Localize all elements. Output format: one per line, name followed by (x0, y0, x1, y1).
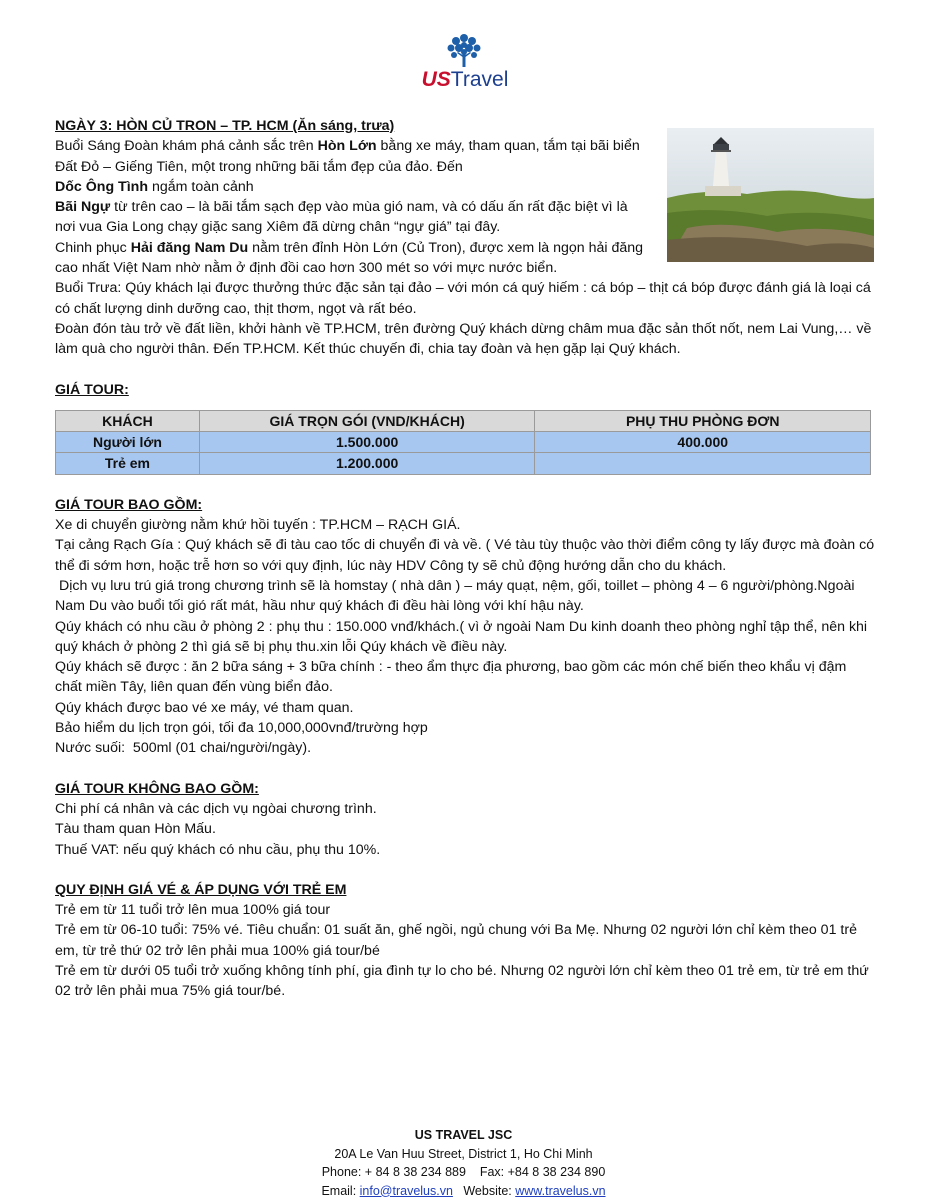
logo-travel: Travel (450, 68, 509, 91)
children-policy-line: Trẻ em từ 06-10 tuổi: 75% vé. Tiêu chuẩn: 01 suất ăn, ghế ngồi, ngủ chung với Ba Mẹ. Nhưng 02 người lớn chỉ kèm theo 01 trẻ em, từ trẻ thứ 02 trở lên phải mua 100% giá tour/bé (55, 922, 857, 959)
day3-paragraph-4 (55, 238, 645, 279)
day3-paragraph-3 (55, 197, 645, 238)
cell-guest: Trẻ em (56, 453, 200, 474)
footer-address: 20A Le Van Huu Street, District 1, Ho Chi Minh (334, 1146, 593, 1161)
logo-us: US (421, 68, 451, 91)
header-package-price: GIÁ TRỌN GÓI (VND/KHÁCH) (199, 410, 535, 431)
header-single-supplement: PHỤ THU PHÒNG ĐƠN (535, 410, 871, 431)
cell-supplement: 400.000 (535, 432, 871, 453)
footer-contact (0, 1182, 927, 1200)
day3-p1-text-b: bằng xe máy, tham quan, tắm tại bãi biển Đất Đỏ – Giếng Tiên, một trong những bãi tắm đẹp của đảo. Đến (55, 138, 640, 175)
document-content (55, 116, 875, 1002)
day3-p3-text: từ trên cao – là bãi tắm sạch đẹp vào mùa gió nam, và có dấu ấn rất đặc biệt vì là nơi vua Gia Long chạy giặc sang Xiêm đã dừng chân “ngự giá” tại đây. (55, 199, 628, 236)
cell-price: 1.200.000 (199, 453, 535, 474)
price-title: GIÁ TOUR: (55, 381, 129, 398)
day3-paragraph-2 (55, 177, 645, 197)
page-footer (0, 1126, 927, 1200)
excludes-line: Thuế VAT: nếu quý khách có nhu cầu, phụ thu 10%. (55, 841, 381, 858)
includes-title: GIÁ TOUR BAO GỒM: (55, 496, 203, 513)
logo-wordmark (420, 68, 510, 92)
day3-intro (55, 136, 645, 278)
cell-price: 1.500.000 (199, 432, 535, 453)
day3-p4-text-a: Chinh phục (55, 239, 131, 256)
day3-paragraph-5: Buổi Trưa: Qúy khách lại được thưởng thức đặc sản tại đảo – với món cá quý hiếm : cá bóp – thịt cá bóp được đánh giá là loại cá có chất lượng dinh dưỡng cao, thịt thơm, ngọt và rất béo. (55, 280, 871, 317)
day3-p2-bold: Dốc Ông Tình (55, 178, 148, 195)
footer-website-label: Website: (452, 1183, 516, 1198)
day3-paragraph-6: Đoàn đón tàu trở về đất liền, khởi hành về TP.HCM, trên đường Quý khách dừng châm mua đặc sản thốt nốt, nem Lai Vung,… về làm quà cho người thân. Đến TP.HCM. Kết thúc chuyến đi, chia tay đoàn và hẹn gặp lại Quý khách. (55, 320, 872, 358)
excludes-title: GIÁ TOUR KHÔNG BAO GỒM: (55, 780, 259, 797)
cell-supplement (535, 453, 871, 474)
footer-email-label: Email: (321, 1183, 360, 1198)
day3-p3-bold: Bãi Ngự (55, 199, 111, 216)
day3-paragraph-1 (55, 136, 645, 177)
day3-p1-bold: Hòn Lớn (317, 138, 377, 155)
day3-title: NGÀY 3: HÒN CỦ TRON – TP. HCM (Ăn sáng, trưa) (55, 118, 395, 134)
day3-p2-text: ngắm toàn cảnh (148, 178, 254, 195)
includes-line: Qúy khách có nhu cầu ở phòng 2 : phụ thu : 150.000 vnđ/khách.( vì ở ngoài Nam Du kinh doanh theo phòng nghỉ tập thể, nên khi quý khách ở phòng 2 thì giá sẽ bị phụ thu.xin lỗi Qúy khách về điều này. (55, 618, 868, 655)
includes-line: Bảo hiểm du lịch trọn gói, tối đa 10,000,000vnđ/trường hợp (55, 720, 428, 737)
includes-line: Qúy khách được bao vé xe máy, vé tham quan. (55, 699, 354, 716)
excludes-line: Tàu tham quan Hòn Mấu. (55, 821, 216, 838)
footer-company: US TRAVEL JSC (414, 1128, 513, 1142)
day3-p1-text-a: Buổi Sáng Đoàn khám phá cảnh sắc trên (55, 138, 318, 155)
cell-guest: Người lớn (56, 432, 200, 453)
tree-logo-icon (444, 30, 484, 70)
price-table-header (56, 410, 871, 431)
children-policy-title: QUY ĐỊNH GIÁ VÉ & ÁP DỤNG VỚI TRẺ EM (55, 881, 347, 898)
includes-line: Xe di chuyển giường nằm khứ hồi tuyến : TP.HCM – RẠCH GIÁ. (55, 517, 461, 534)
header-guest: KHÁCH (56, 410, 200, 431)
includes-line: Tại cảng Rạch Gía : Quý khách sẽ đi tàu cao tốc di chuyển đi và về. ( Vé tàu tùy thuộc vào thời điểm công ty lấy được mà đoàn có thể đi sớm hơn, hoặc trễ hơn so với quy định, lúc này HDV Công ty sẽ chủ động hướng dẫn cho du khách. (55, 537, 875, 574)
table-row (56, 453, 871, 474)
children-policy-line: Trẻ em từ dưới 05 tuổi trở xuống không tính phí, gia đình tự lo cho bé. Nhưng 02 người lớn chỉ kèm theo 01 trẻ em, từ trẻ em thứ 02 trở lên phải mua 75% giá tour/bé. (55, 962, 869, 1000)
excludes-line: Chi phí cá nhân và các dịch vụ ngòai chương trình. (55, 800, 377, 817)
price-table (55, 410, 871, 475)
footer-phone-fax: Phone: + 84 8 38 234 889 Fax: +84 8 38 234 890 (321, 1165, 606, 1179)
children-policy-line: Trẻ em từ 11 tuổi trở lên mua 100% giá tour (55, 902, 331, 919)
includes-line: Qúy khách sẽ được : ăn 2 bữa sáng + 3 bữa chính : - theo ẩm thực địa phương, bao gồm các món chế biến theo khẩu vị đậm chất miền Tây, liên quan đến vùng biển đảo. (55, 659, 847, 696)
table-row (56, 432, 871, 453)
day3-p4-bold: Hải đăng Nam Du (130, 239, 249, 256)
includes-line: Dịch vụ lưu trú giá trong chương trình sẽ là homstay ( nhà dân ) – máy quạt, nệm, gối, toillet – phòng 4 – 6 người/phòng.Ngoài Nam Du vào buổi tối gió rất mát, hầu như quý khách đi đều hài lòng với khí hậu này. (55, 577, 859, 615)
email-link[interactable]: info@travelus.vn (359, 1183, 453, 1198)
day3-p4-text-b: nằm trên đỉnh Hòn Lớn (Củ Tron), được xem là ngọn hải đăng cao nhất Việt Nam nhờ nằm ở định đồi cao hơn 300 mét so với mực nước biển. (55, 239, 644, 277)
includes-line: Nước suối: 500ml (01 chai/người/ngày). (55, 740, 312, 757)
brand-logo (420, 30, 510, 94)
website-link[interactable]: www.travelus.vn (515, 1183, 606, 1198)
